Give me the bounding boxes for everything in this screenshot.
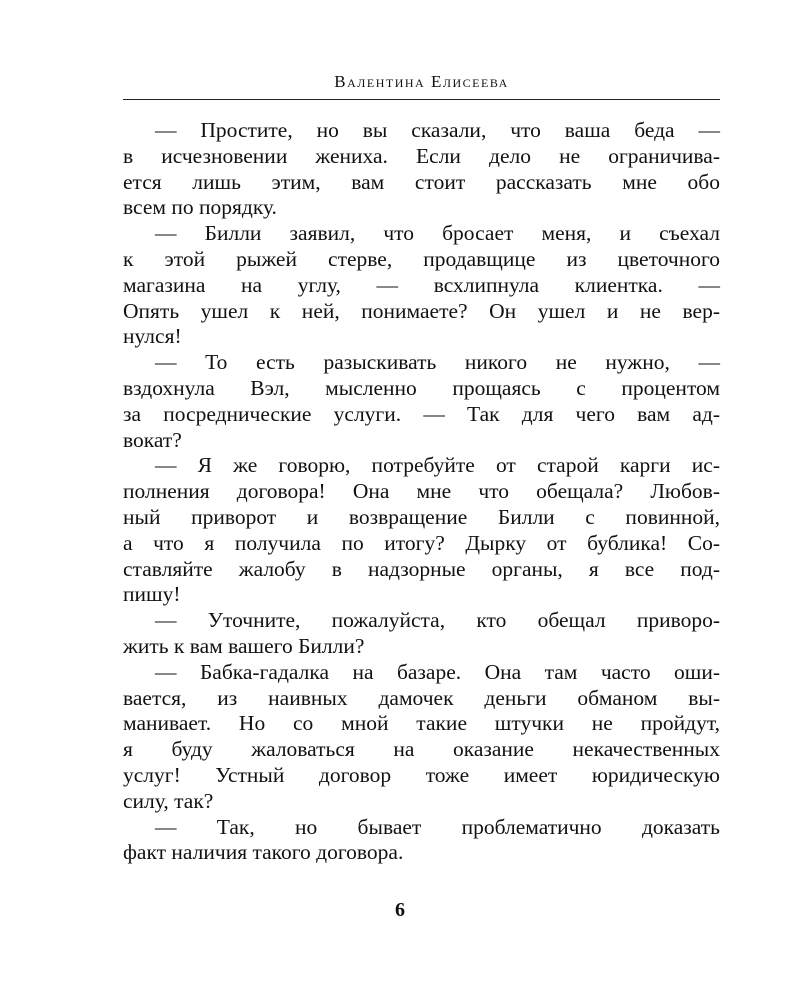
body-text	[123, 118, 720, 866]
text-line: вается, из наивных дамочек деньги обманом вы-	[123, 685, 720, 710]
text-line: услуг! Устный договор тоже имеет юридическую	[123, 762, 720, 787]
text-line: вздохнула Вэл, мысленно прощаясь с процентом	[123, 375, 720, 400]
text-line: всем по порядку.	[123, 195, 277, 220]
text-line: факт наличия такого договора.	[123, 840, 404, 865]
text-line: — Билли заявил, что бросает меня, и съехал	[155, 221, 720, 246]
text-line: а что я получила по итогу? Дырку от бублика! Со-	[123, 530, 720, 555]
text-line: манивает. Но со мной такие штучки не пройдут,	[123, 711, 720, 736]
text-line: Опять ушел к ней, понимаете? Он ушел и не вер-	[123, 298, 720, 323]
text-line: — Бабка-гадалка на базаре. Она там часто оши-	[155, 659, 720, 684]
running-header: Валентина Елисеева	[334, 72, 509, 91]
text-line: нулся!	[123, 324, 182, 349]
text-line: ется лишь этим, вам стоит рассказать мне обо	[123, 169, 720, 194]
text-line: силу, так?	[123, 788, 214, 813]
text-line: — Так, но бывает проблематично доказать	[155, 814, 720, 839]
text-line: я буду жаловаться на оказание некачественных	[123, 737, 720, 762]
text-line: — Простите, но вы сказали, что ваша беда —	[155, 118, 720, 142]
text-line: магазина на углу, — всхлипнула клиентка. —	[123, 272, 720, 297]
text-line: вокат?	[123, 427, 182, 452]
header-rule	[123, 99, 720, 100]
text-line: — Я же говорю, потребуйте от старой карги ис-	[155, 453, 720, 478]
text-line: за посреднические услуги. — Так для чего вам ад-	[123, 401, 720, 426]
page-number: 6	[395, 899, 405, 921]
text-line: — То есть разыскивать никого не нужно, —	[155, 350, 720, 375]
text-line: ный приворот и возвращение Билли с повинной,	[123, 504, 720, 529]
text-line: — Уточните, пожалуйста, кто обещал приворо-	[155, 608, 720, 633]
text-line: жить к вам вашего Билли?	[123, 633, 365, 658]
text-line: в исчезновении жениха. Если дело не ограничива-	[123, 143, 720, 168]
text-line: к этой рыжей стерве, продавщице из цветочного	[123, 246, 720, 271]
text-line: полнения договора! Она мне что обещала? Любов-	[123, 479, 720, 504]
text-line: ставляйте жалобу в надзорные органы, я все под-	[123, 556, 720, 581]
text-line: пишу!	[123, 582, 181, 607]
